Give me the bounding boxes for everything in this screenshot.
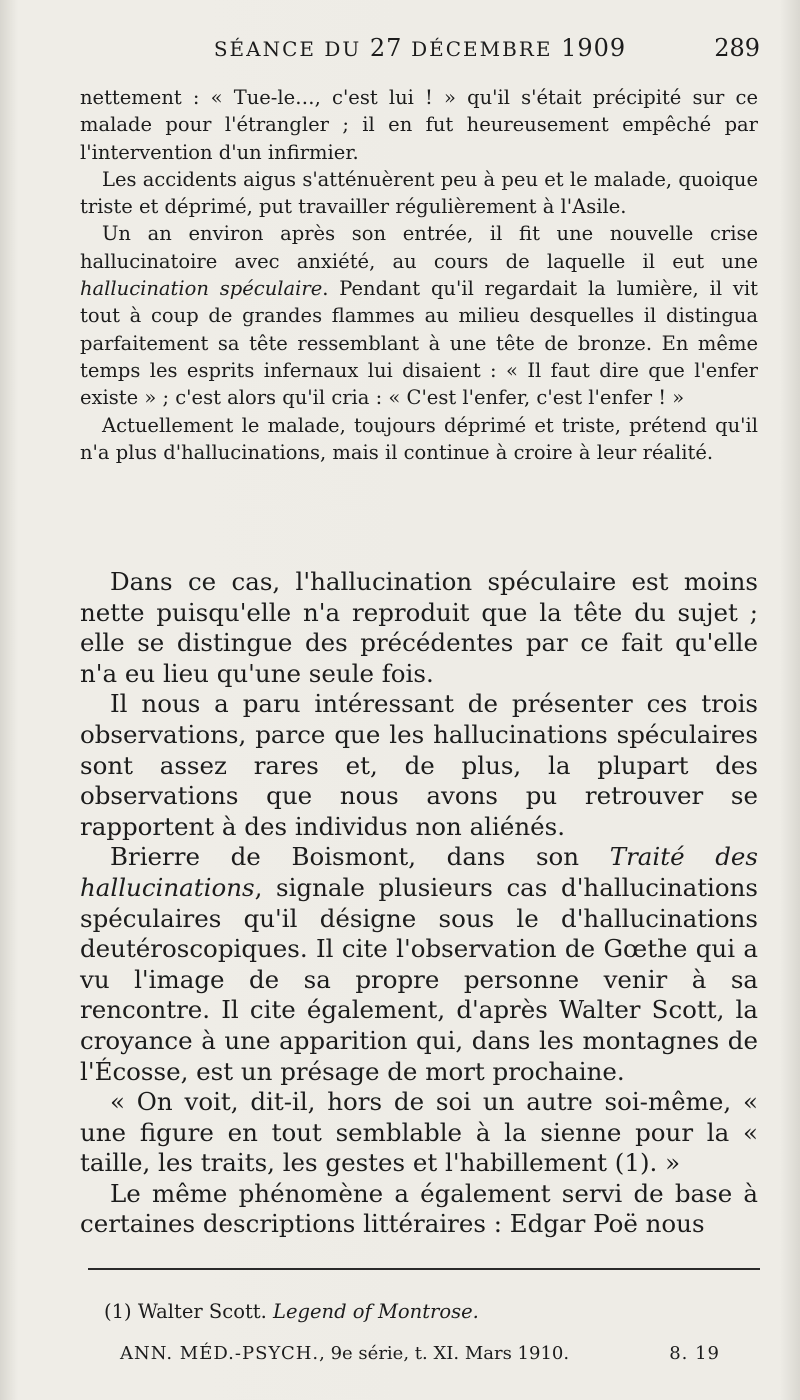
paragraph-text: Brierre de Boismont, dans son bbox=[110, 842, 610, 872]
header-title-prefix: SÉANCE DU bbox=[213, 37, 362, 61]
quotation-paragraph: « On voit, dit-il, hors de soi un autre soi-même, « une figure en tout semblable à la sienne pour la « taille, les traits, les gestes et l'habillement (1). » bbox=[80, 1087, 758, 1178]
footnote-author: Walter Scott. bbox=[137, 1300, 267, 1323]
emphasis-term: hallucination spéculaire bbox=[80, 277, 323, 301]
paragraph bbox=[80, 842, 758, 1087]
paragraph-text: . Pendant qu'il regardait la lumière, il vit tout à coup de grandes flammes au milieu desquelles il distingua parfaitement sa tête ressemblant à une tête de bronze. En même temps les esprits infernaux lui disaient : « Il faut dire que l'enfer existe » ; c'est alors qu'il cria : « C'est l'enfer, c'est l'enfer ! » bbox=[80, 277, 758, 410]
footnote bbox=[80, 1300, 479, 1323]
header-title-year: 1909 bbox=[561, 34, 627, 62]
running-header bbox=[80, 34, 760, 70]
paragraph: Dans ce cas, l'hallucination spéculaire est moins nette puisqu'elle n'a reproduit que la tête du sujet ; elle se distingue des précédentes par ce fait qu'elle n'a eu lieu qu'une seule fois. bbox=[80, 567, 758, 688]
discussion-text bbox=[80, 567, 758, 1240]
footnote-work-title: Legend of Montrose. bbox=[273, 1300, 479, 1323]
paragraph: Actuellement le malade, toujours déprimé et triste, prétend qu'il n'a plus d'hallucinations, mais il continue à croire à leur réalité. bbox=[80, 413, 758, 464]
paragraph: Il nous a paru intéressant de présenter ces trois observations, parce que les hallucinations spéculaires sont assez rares et, de plus, la plupart des observations que nous avons pu retrouver se rapportent à des individus non aliénés. bbox=[80, 689, 758, 841]
journal-citation bbox=[120, 1343, 569, 1364]
journal-series: , 9e série, t. XI. Mars 1910. bbox=[319, 1343, 570, 1364]
signature-mark: 8. 19 bbox=[669, 1343, 720, 1364]
header-title-month: DÉCEMBRE bbox=[411, 37, 553, 61]
footnote-number: (1) bbox=[104, 1300, 132, 1323]
header-title-day: 27 bbox=[369, 34, 403, 62]
paragraph: Les accidents aigus s'atténuèrent peu à peu et le malade, quoique triste et déprimé, put travailler régulièrement à l'Asile. bbox=[80, 167, 758, 219]
paragraph: nettement : « Tue-le…, c'est lui ! » qu'il s'était précipité sur ce malade pour l'étrangler ; il en fut heureusement empêché par l'intervention d'un infirmier. bbox=[80, 86, 758, 164]
book-title: Traité des hallucinations bbox=[80, 842, 758, 902]
page-number: 289 bbox=[714, 34, 760, 62]
case-report-text bbox=[80, 84, 758, 466]
paragraph-text: Un an environ après son entrée, il fit une nouvelle crise hallucinatoire avec anxiété, au cours de laquelle il eut une bbox=[80, 222, 758, 273]
header-title bbox=[80, 34, 760, 62]
footnote-divider bbox=[88, 1268, 760, 1270]
paragraph: Le même phénomène a également servi de base à certaines descriptions littéraires : Edgar Poë nous bbox=[80, 1178, 758, 1239]
paragraph-text: , signale plusieurs cas d'hallucinations spéculaires qu'il désigne sous le d'hallucinations deutéroscopiques. Il cite l'observation de Gœthe qui a vu l'image de sa propre personne venir à sa rencontre. Il cite également, d'après Walter Scott, la croyance à une apparition qui, dans les montagnes de l'Écosse, est un présage de mort prochaine. bbox=[80, 872, 758, 1086]
journal-abbrev: ANN. MÉD.-PSYCH. bbox=[120, 1343, 320, 1364]
paragraph bbox=[80, 220, 758, 411]
